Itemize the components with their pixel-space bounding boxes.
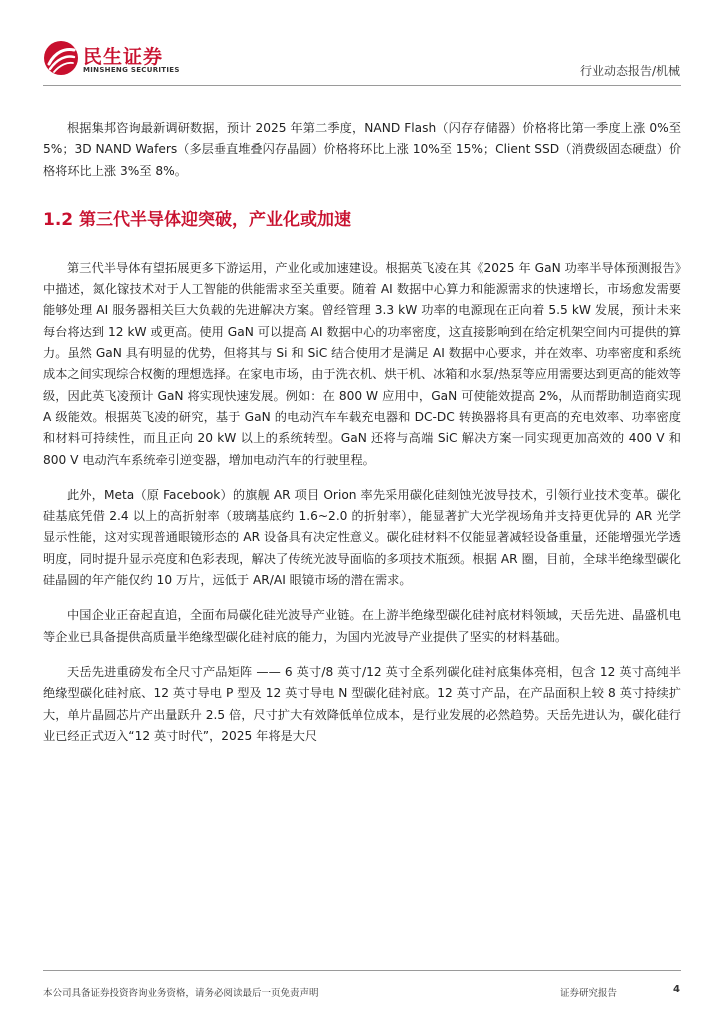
header-divider — [43, 85, 681, 86]
paragraph-tianyue: 天岳先进重磅发布全尺寸产品矩阵 —— 6 英寸/8 英寸/12 英寸全系列碳化硅衬底集体亮相，包含 12 英寸高纯半绝缘型碳化硅衬底、12 英寸导电 P 型及 12 英寸导电 N 型碳化硅衬底。12 英寸产品，在产品面积上较 8 英寸持续扩大，单片晶圆芯片产出量跃升 2.5 倍，尺寸扩大有效降低单位成本，是行业发展的必然趋势。天岳先进认为，碳化硅行业已经正式迈入“12 英寸时代”，2025 年将是大尺 — [43, 664, 681, 743]
minsheng-logo-icon — [43, 40, 79, 76]
page-number: 4 — [673, 984, 680, 995]
footer-disclaimer: 本公司具备证券投资咨询业务资格，请务必阅读最后一页免责声明 — [43, 988, 319, 999]
footer-divider — [43, 970, 681, 971]
company-logo — [43, 40, 183, 80]
footer-doc-type: 证券研究报告 — [560, 988, 618, 999]
report-body — [43, 118, 681, 761]
logo-chinese-name: 民生证券 — [83, 46, 164, 68]
paragraph-nand-pricing: 根据集邦咨询最新调研数据，预计 2025 年第二季度，NAND Flash（闪存存储器）价格将比第一季度上涨 0%至 5%；3D NAND Wafers（多层垂直堆叠闪存晶圆）价格将环比上涨 10%至 15%；Client SSD（消费级固态硬盘）价格将环比上涨 3%至 8%。 — [43, 121, 682, 178]
section-heading: 1.2 第三代半导体迎突破，产业化或加速 — [43, 209, 352, 230]
paragraph-gan: 第三代半导体有望拓展更多下游运用，产业化或加速建设。根据英飞凌在其《2025 年 GaN 功率半导体预测报告》中描述，氮化镓技术对于人工智能的供能需求至关重要。随着 AI 数据中心算力和能源需求的快速增长，市场愈发需要能够处理 AI 服务器相关巨大负载的先进解决方案。曾经管理 3.3 kW 功率的电源现在正向着 5.5 kW 发展，预计未来每台将达到 12 kW 或更高。使用 GaN 可以提高 AI 数据中心的功率密度，这直接影响到在给定机架空间内可提供的算力。虽然 GaN 具有明显的优势，但将其与 Si 和 SiC 结合使用才是满足 AI 数据中心要求，并在效率、功率密度和系统成本之间实现综合权衡的理想选择。在家电市场，由于洗衣机、烘干机、冰箱和水泵/热泵等应用需要达到更高的能效等级，因此英飞凌预计 GaN 将实现快速发展。例如：在 800 W 应用中，GaN 可使能效提高 2%，从而帮助制造商实现 A 级能效。根据英飞凌的研究，基于 GaN 的电动汽车车载充电器和 DC-DC 转换器将具有更高的充电效率、功率密度和材料可持续性，而且正向 20 kW 以上的系统转型。GaN 还将与高端 SiC 解决方案一同实现更加高效的 400 V 和 800 V 电动汽车系统牵引逆变器，增加电动汽车的行驶里程。 — [43, 260, 681, 467]
paragraph-meta-ar: 此外，Meta（原 Facebook）的旗舰 AR 项目 Orion 率先采用碳化硅刻蚀光波导技术，引领行业技术变革。碳化硅基底凭借 2.4 以上的高折射率（玻璃基底约 1.6~2.0 的折射率），能显著扩大光学视场角并支持更优异的 AR 光学显示性能，这对实现普通眼镜形态的 AR 设备具有决定性意义。碳化硅材料不仅能显著减轻设备重量，还能增强光学透明度，同时提升显示亮度和色彩表现，解决了传统光波导面临的多项技术瓶颈。根据 AR 圈，目前，全球半绝缘型碳化硅晶圆的年产能仅约 10 万片，远低于 AR/AI 眼镜市场的潜在需求。 — [43, 487, 681, 588]
paragraph-china-sic: 中国企业正奋起直追，全面布局碳化硅光波导产业链。在上游半绝缘型碳化硅衬底材料领域，天岳先进、晶盛机电等企业已具备提供高质量半绝缘型碳化硅衬底的能力，为国内光波导产业提供了坚实的材料基础。 — [43, 608, 681, 644]
logo-english-name: MINSHENG SECURITIES — [83, 66, 180, 74]
page-header — [0, 0, 724, 92]
report-category: 行业动态报告/机械 — [579, 64, 680, 78]
